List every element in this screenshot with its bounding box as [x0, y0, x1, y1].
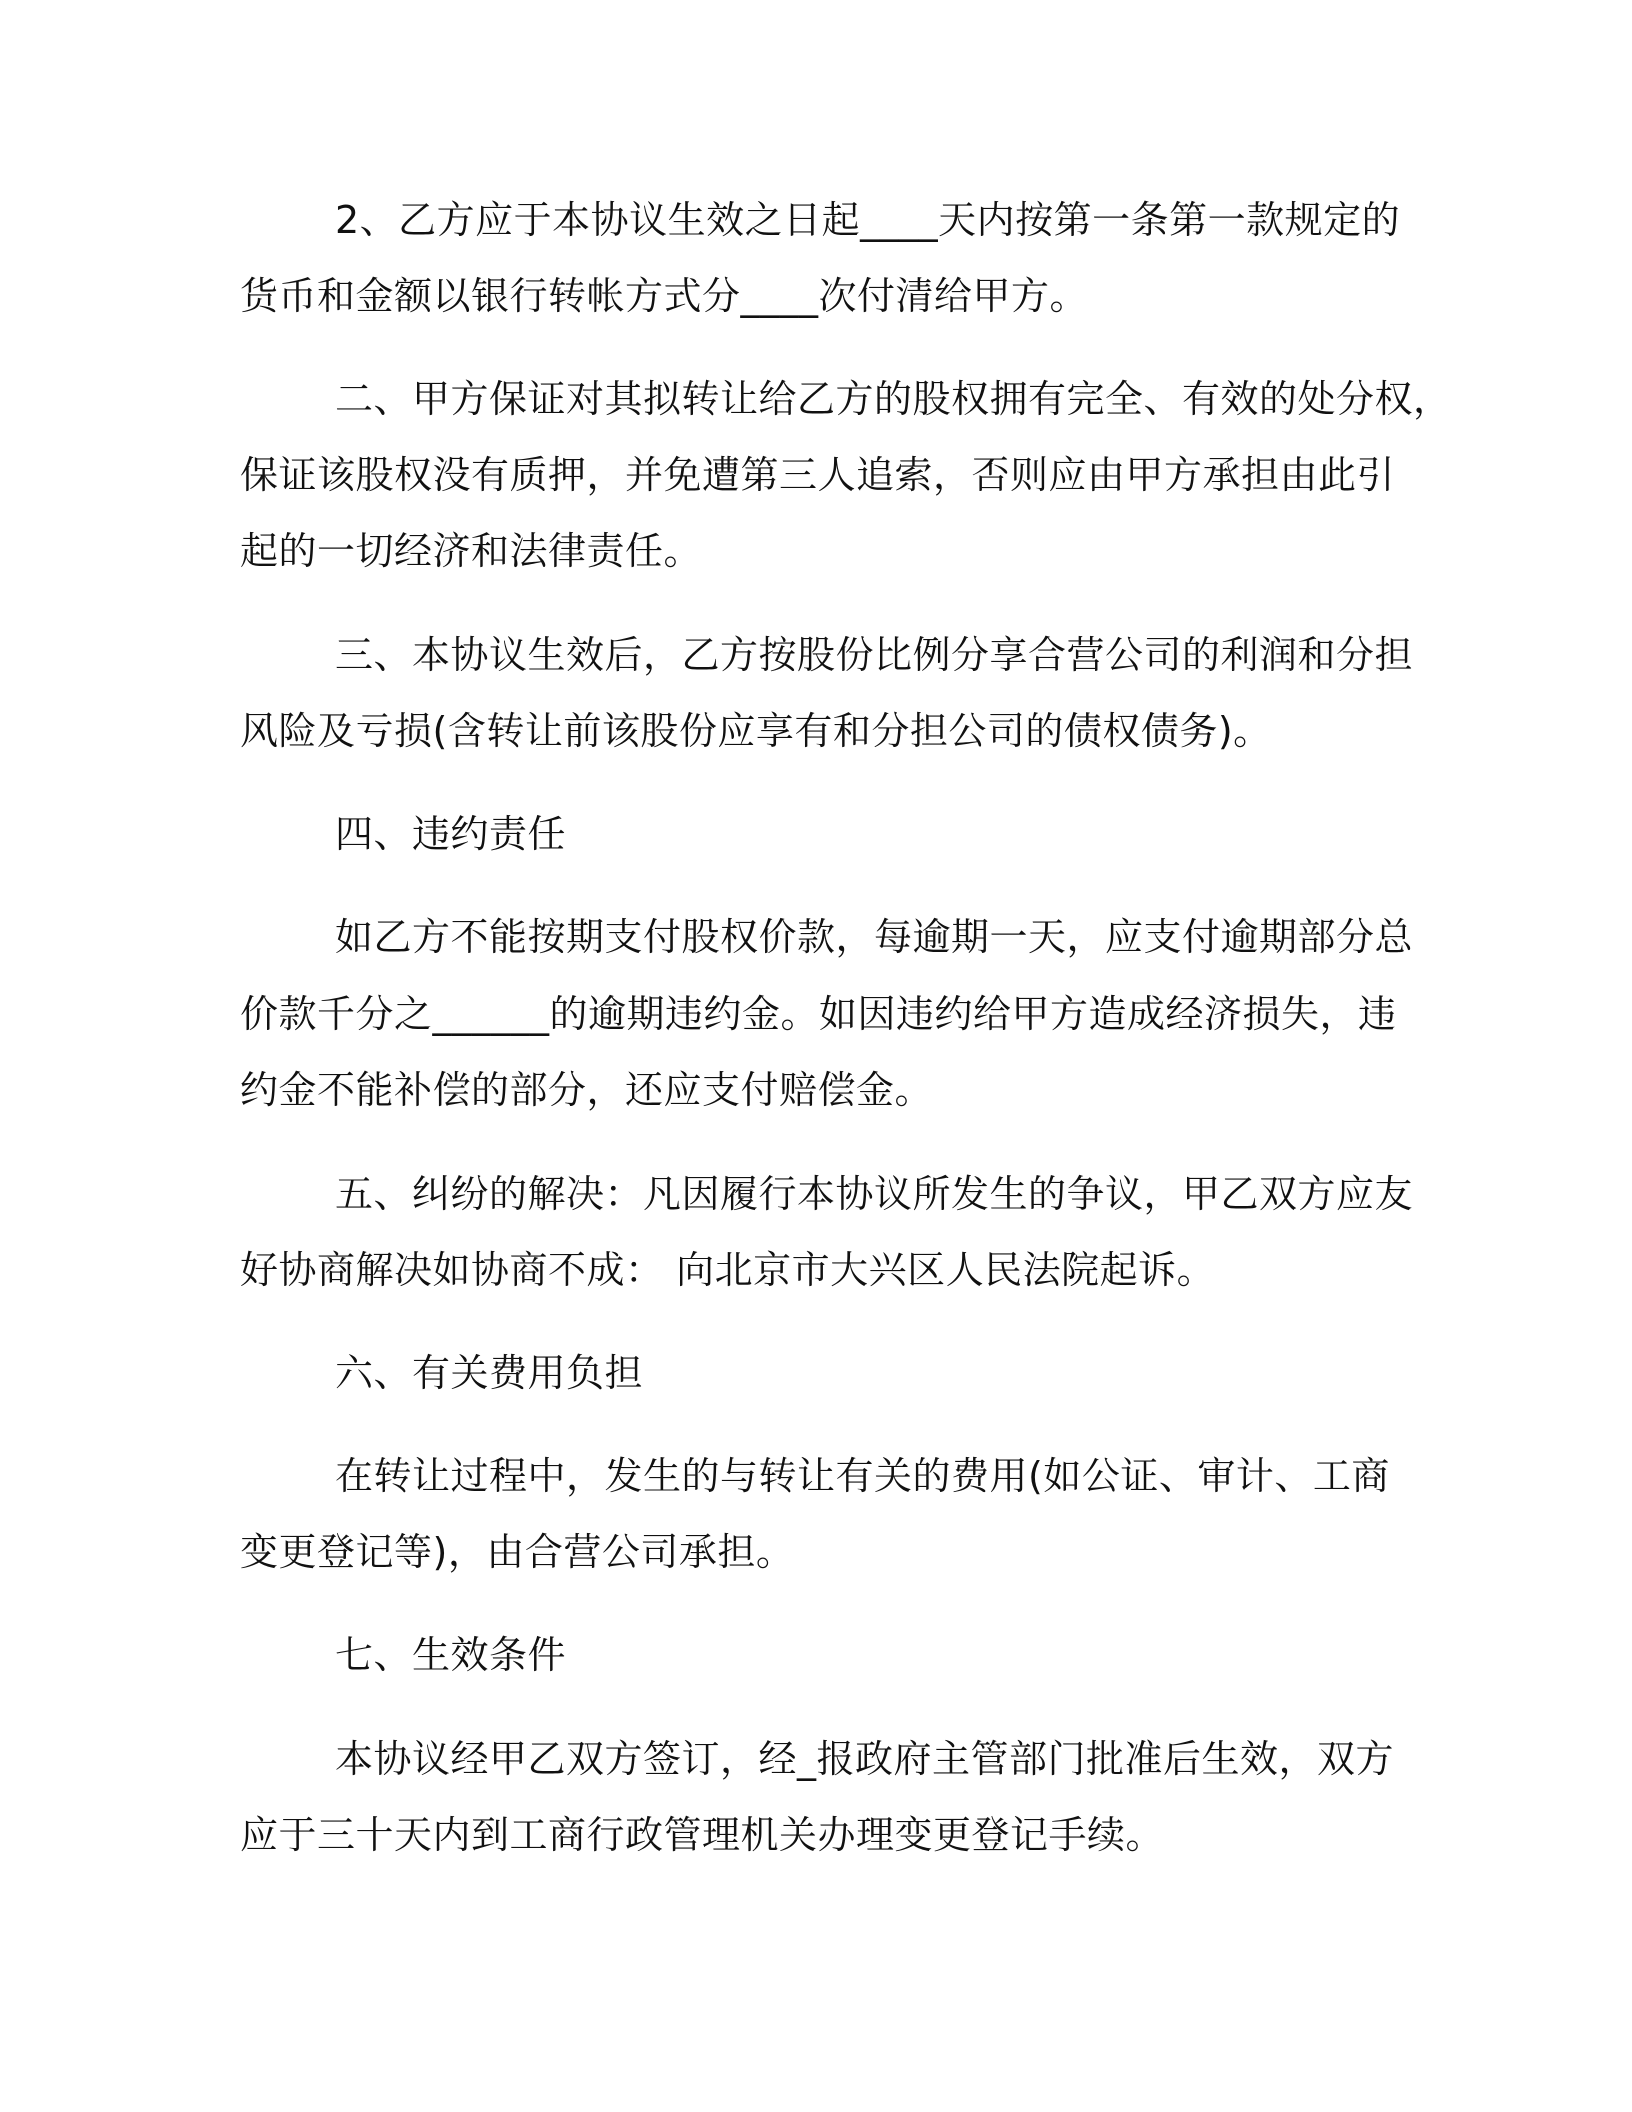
- paragraph-6-line-2: 好协商解决如协商不成： 向北京市大兴区人民法院起诉。: [240, 1248, 1216, 1292]
- paragraph-3-line-1: 三、本协议生效后，乙方按股份比例分享合营公司的利润和分担: [335, 633, 1414, 677]
- paragraph-5-line-3: 约金不能补偿的部分，还应支付赔偿金。: [240, 1068, 934, 1112]
- paragraph-5-line-2: 价款千分之______的逾期违约金。如因违约给甲方造成经济损失，违: [240, 992, 1397, 1036]
- paragraph-2-line-3: 起的一切经济和法律责任。: [240, 529, 703, 573]
- paragraph-1-line-1: 2、乙方应于本协议生效之日起____天内按第一条第一款规定的: [335, 198, 1401, 242]
- paragraph-8-line-1: 在转让过程中，发生的与转让有关的费用(如公证、审计、工商: [335, 1454, 1390, 1498]
- paragraph-2-line-1: 二、甲方保证对其拟转让给乙方的股权拥有完全、有效的处分权，: [335, 377, 1452, 421]
- paragraph-8-line-2: 变更登记等)，由合营公司承担。: [240, 1530, 795, 1574]
- paragraph-2-line-2: 保证该股权没有质押，并免遭第三人追索，否则应由甲方承担由此引: [240, 453, 1396, 497]
- section-heading-effect: 七、生效条件: [335, 1633, 567, 1677]
- paragraph-5-line-1: 如乙方不能按期支付股权价款，每逾期一天，应支付逾期部分总: [335, 915, 1414, 959]
- paragraph-6-line-1: 五、纠纷的解决：凡因履行本协议所发生的争议，甲乙双方应友: [335, 1172, 1414, 1216]
- section-heading-breach: 四、违约责任: [335, 812, 567, 856]
- section-heading-fees: 六、有关费用负担: [335, 1351, 644, 1395]
- paragraph-3-line-2: 风险及亏损(含转让前该股份应享有和分担公司的债权债务)。: [240, 709, 1272, 753]
- paragraph-10-line-2: 应于三十天内到工商行政管理机关办理变更登记手续。: [240, 1813, 1165, 1857]
- paragraph-1-line-2: 货币和金额以银行转帐方式分____次付清给甲方。: [240, 274, 1089, 318]
- paragraph-10-line-1: 本协议经甲乙双方签订，经_报政府主管部门批准后生效，双方: [335, 1737, 1395, 1781]
